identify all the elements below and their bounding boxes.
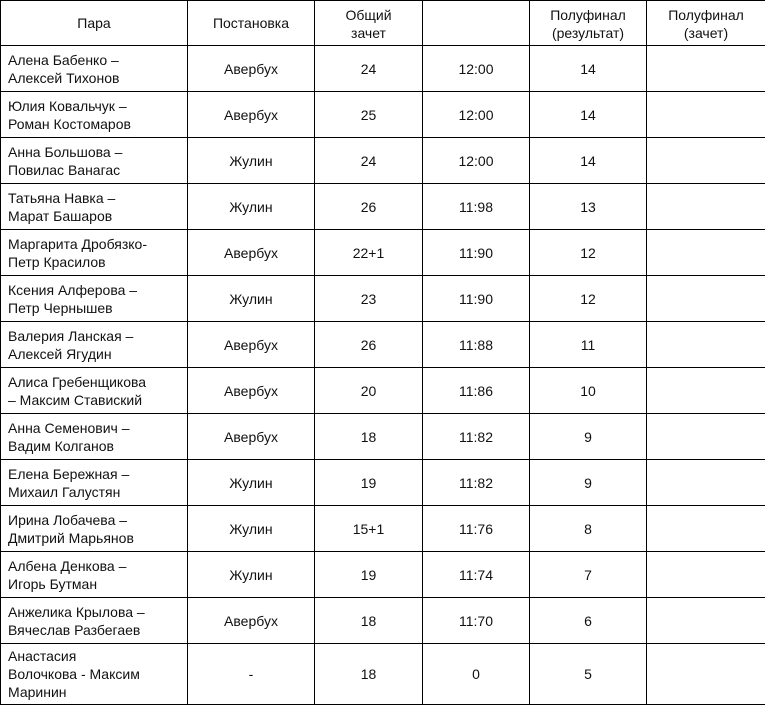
semi-result-cell: 12 <box>530 276 647 322</box>
staging-cell: Авербух <box>188 368 315 414</box>
pair-cell <box>1 598 188 644</box>
semi-result-cell: 12 <box>530 230 647 276</box>
table-body <box>1 46 765 705</box>
table-row <box>1 506 765 552</box>
pair-cell <box>1 138 188 184</box>
pair-name-line: Петр Красилов <box>8 253 187 271</box>
table-row <box>1 368 765 414</box>
semi-score-cell <box>647 322 765 368</box>
pair-name-line: Алексей Ягудин <box>8 345 187 363</box>
pair-cell <box>1 92 188 138</box>
pair-cell <box>1 46 188 92</box>
semi-score-cell <box>647 276 765 322</box>
pair-name-line: Албена Денкова – <box>8 557 187 575</box>
staging-cell: - <box>188 644 315 705</box>
header-line: (результат) <box>530 24 646 42</box>
time-cell: 11:90 <box>423 276 530 322</box>
pair-name-line: Игорь Бутман <box>8 575 187 593</box>
staging-cell: Авербух <box>188 414 315 460</box>
semi-result-cell: 14 <box>530 46 647 92</box>
pair-name-line: Вячеслав Разбегаев <box>8 621 187 639</box>
pair-cell <box>1 276 188 322</box>
semi-score-cell <box>647 138 765 184</box>
staging-cell: Авербух <box>188 322 315 368</box>
total-cell: 18 <box>315 644 423 705</box>
staging-cell: Жулин <box>188 276 315 322</box>
semi-result-cell: 8 <box>530 506 647 552</box>
semi-result-cell: 5 <box>530 644 647 705</box>
pair-name-line: Марат Башаров <box>8 207 187 225</box>
table-row <box>1 414 765 460</box>
pair-cell <box>1 644 188 705</box>
semi-result-cell: 11 <box>530 322 647 368</box>
pair-name-line: Юлия Ковальчук – <box>8 97 187 115</box>
staging-cell: Жулин <box>188 552 315 598</box>
header-total <box>315 1 423 46</box>
table-row <box>1 552 765 598</box>
header-pair <box>1 1 188 46</box>
pair-name-line: Дмитрий Марьянов <box>8 529 187 547</box>
pair-name-line: Анна Семенович – <box>8 419 187 437</box>
pair-cell <box>1 506 188 552</box>
semi-score-cell <box>647 184 765 230</box>
time-cell: 11:90 <box>423 230 530 276</box>
total-cell: 22+1 <box>315 230 423 276</box>
table-row <box>1 230 765 276</box>
semi-result-cell: 13 <box>530 184 647 230</box>
header-line: Полуфинал <box>530 6 646 24</box>
semi-score-cell <box>647 598 765 644</box>
semi-result-cell: 14 <box>530 92 647 138</box>
pair-cell <box>1 552 188 598</box>
header-semi-result <box>530 1 647 46</box>
table-row <box>1 184 765 230</box>
staging-cell: Авербух <box>188 230 315 276</box>
pair-name-line: Повилас Ванагас <box>8 161 187 179</box>
time-cell: 11:70 <box>423 598 530 644</box>
staging-cell: Авербух <box>188 598 315 644</box>
staging-cell: Жулин <box>188 506 315 552</box>
semi-score-cell <box>647 230 765 276</box>
total-cell: 19 <box>315 552 423 598</box>
pair-name-line: Волочкова - Максим <box>8 665 187 683</box>
semi-score-cell <box>647 368 765 414</box>
pair-name-line: Маргарита Дробязко- <box>8 235 187 253</box>
pair-cell <box>1 184 188 230</box>
semi-score-cell <box>647 506 765 552</box>
semi-score-cell <box>647 92 765 138</box>
pair-name-line: Ирина Лобачева – <box>8 511 187 529</box>
header-line: Постановка <box>188 14 314 32</box>
semi-score-cell <box>647 46 765 92</box>
pair-name-line: Алиса Гребенщикова <box>8 373 187 391</box>
table-row <box>1 322 765 368</box>
pair-name-line: Алена Бабенко – <box>8 51 187 69</box>
header-staging <box>188 1 315 46</box>
time-cell: 12:00 <box>423 92 530 138</box>
semi-result-cell: 14 <box>530 138 647 184</box>
total-cell: 15+1 <box>315 506 423 552</box>
pair-cell <box>1 230 188 276</box>
total-cell: 24 <box>315 138 423 184</box>
semi-result-cell: 6 <box>530 598 647 644</box>
staging-cell: Авербух <box>188 92 315 138</box>
semi-result-cell: 7 <box>530 552 647 598</box>
staging-cell: Жулин <box>188 138 315 184</box>
pair-name-line: Михаил Галустян <box>8 483 187 501</box>
pair-cell <box>1 368 188 414</box>
semi-score-cell <box>647 644 765 705</box>
pair-name-line: Анжелика Крылова – <box>8 603 187 621</box>
staging-cell: Жулин <box>188 460 315 506</box>
header-line: Полуфинал <box>647 6 765 24</box>
header-line: зачет <box>315 24 422 42</box>
pair-name-line: Роман Костомаров <box>8 115 187 133</box>
total-cell: 18 <box>315 414 423 460</box>
time-cell: 11:88 <box>423 322 530 368</box>
time-cell: 11:98 <box>423 184 530 230</box>
table-row <box>1 92 765 138</box>
total-cell: 20 <box>315 368 423 414</box>
total-cell: 18 <box>315 598 423 644</box>
total-cell: 26 <box>315 322 423 368</box>
header-time <box>423 1 530 46</box>
table-row <box>1 644 765 705</box>
pair-name-line: Татьяна Навка – <box>8 189 187 207</box>
table-row <box>1 138 765 184</box>
total-cell: 23 <box>315 276 423 322</box>
time-cell: 11:76 <box>423 506 530 552</box>
pair-name-line: Алексей Тихонов <box>8 69 187 87</box>
semi-result-cell: 9 <box>530 414 647 460</box>
time-cell: 11:86 <box>423 368 530 414</box>
header-line: (зачет) <box>647 24 765 42</box>
time-cell: 11:74 <box>423 552 530 598</box>
pair-name-line: Петр Чернышев <box>8 299 187 317</box>
table-row <box>1 276 765 322</box>
pair-name-line: Вадим Колганов <box>8 437 187 455</box>
staging-cell: Авербух <box>188 46 315 92</box>
staging-cell: Жулин <box>188 184 315 230</box>
header-row <box>1 1 765 46</box>
header-semi-score <box>647 1 765 46</box>
time-cell: 0 <box>423 644 530 705</box>
table-row <box>1 598 765 644</box>
total-cell: 25 <box>315 92 423 138</box>
semi-result-cell: 10 <box>530 368 647 414</box>
semi-score-cell <box>647 414 765 460</box>
pair-name-line: – Максим Ставиский <box>8 391 187 409</box>
time-cell: 12:00 <box>423 46 530 92</box>
header-line: Пара <box>1 14 187 32</box>
pair-cell <box>1 414 188 460</box>
pair-name-line: Маринин <box>8 683 187 701</box>
pair-name-line: Анна Большова – <box>8 143 187 161</box>
total-cell: 26 <box>315 184 423 230</box>
semi-score-cell <box>647 552 765 598</box>
pair-name-line: Валерия Ланская – <box>8 327 187 345</box>
table-row <box>1 460 765 506</box>
table-row <box>1 46 765 92</box>
pair-name-line: Ксения Алферова – <box>8 281 187 299</box>
total-cell: 19 <box>315 460 423 506</box>
time-cell: 11:82 <box>423 414 530 460</box>
time-cell: 12:00 <box>423 138 530 184</box>
total-cell: 24 <box>315 46 423 92</box>
pair-cell <box>1 460 188 506</box>
semi-score-cell <box>647 460 765 506</box>
semi-result-cell: 9 <box>530 460 647 506</box>
pair-name-line: Анастасия <box>8 647 187 665</box>
pair-name-line: Елена Бережная – <box>8 465 187 483</box>
time-cell: 11:82 <box>423 460 530 506</box>
header-line: Общий <box>315 6 422 24</box>
pair-cell <box>1 322 188 368</box>
